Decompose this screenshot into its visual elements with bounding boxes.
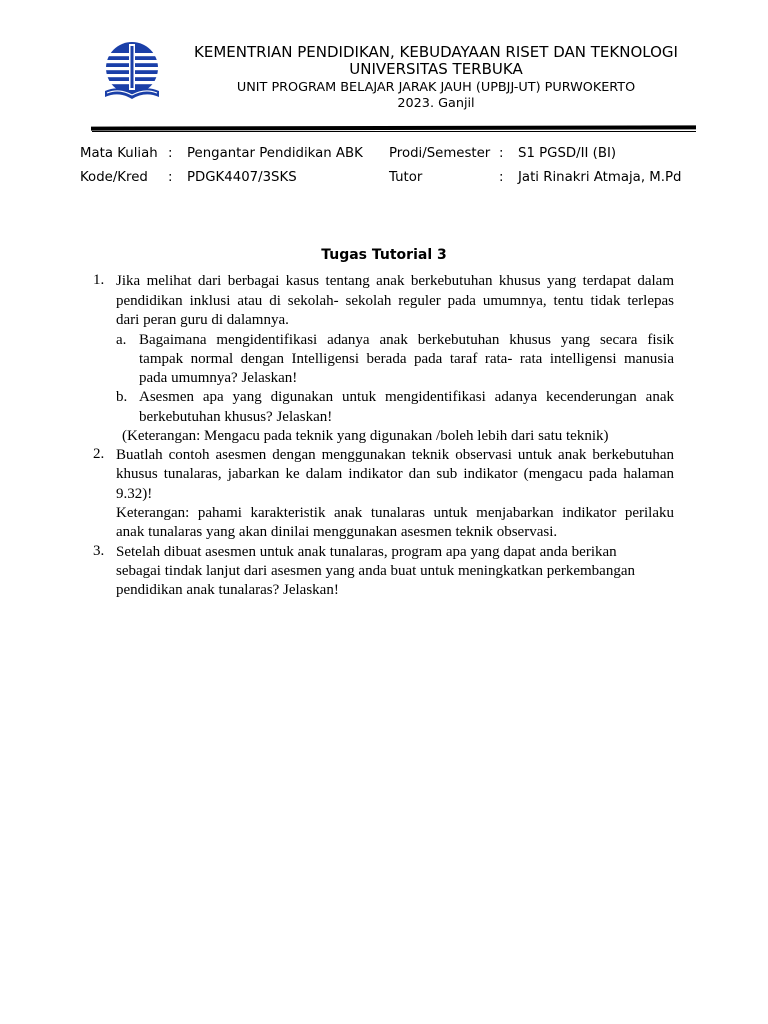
question-1b-line: Asesmen apa yang digunakan untuk mengidentifikasi adanya kecenderungan anak [139,389,674,405]
question-1-note: (Keterangan: Mengacu pada teknik yang digunakan /boleh lebih dari satu teknik) [122,428,609,444]
question-1-line: dari peran guru di dalamnya. [116,312,289,328]
header-period: 2023. Ganjil [397,96,475,111]
prodi-label: Prodi/Semester [389,146,491,161]
header-unit: UNIT PROGRAM BELAJAR JARAK JAUH (UPBJJ-UT) PURWOKERTO [236,80,636,95]
mata-kuliah-label: Mata Kuliah [80,146,158,161]
header-divider-thick [91,125,696,130]
page-title: Tugas Tutorial 3 [321,247,447,263]
question-2-line: Buatlah contoh asesmen dengan menggunakan teknik observasi untuk anak berkebutuhan [116,447,674,463]
university-logo-icon [101,41,163,103]
question-2-line: anak tunalaras yang akan dinilai menggunakan asesmen teknik observasi. [116,524,558,540]
question-3-number: 3. [93,543,105,559]
question-1a-marker: a. [116,332,127,348]
question-2-number: 2. [93,446,105,462]
tutor-label: Tutor [389,170,423,185]
colon: : [168,170,173,185]
question-3-line: pendidikan anak tunalaras? Jelaskan! [116,582,339,598]
question-1a-line: tampak normal dengan Intelligensi berada pada taraf rata- rata intelligensi manusia [139,351,674,367]
colon: : [168,146,173,161]
question-1-number: 1. [93,272,105,288]
kode-value: PDGK4407/3SKS [187,170,297,185]
colon: : [499,170,504,185]
kode-label: Kode/Kred [80,170,148,185]
question-2-line: khusus tunalaras, jabarkan ke dalam indikator dan sub indikator (mengacu pada halaman [116,466,674,482]
tutor-value: Jati Rinakri Atmaja, M.Pd [518,170,682,185]
header-university: UNIVERSITAS TERBUKA [349,60,523,78]
header-ministry: KEMENTRIAN PENDIDIKAN, KEBUDAYAAN RISET DAN TEKNOLOGI [194,43,678,61]
question-1a-line: pada umumnya? Jelaskan! [139,370,298,386]
question-3-line: Setelah dibuat asesmen untuk anak tunalaras, program apa yang dapat anda berikan [116,544,617,560]
mata-kuliah-value: Pengantar Pendidikan ABK [187,146,363,161]
header-divider-thin [92,131,696,132]
prodi-value: S1 PGSD/II (BI) [518,146,617,161]
question-1b-line: berkebutuhan khusus? Jelaskan! [139,409,333,425]
question-2-line: 9.32)! [116,486,153,502]
colon: : [499,146,504,161]
question-3-line: sebagai tindak lanjut dari asesmen yang anda buat untuk meningkatkan perkembangan [116,563,636,579]
question-1-line: pendidikan inklusi atau di sekolah- sekolah reguler pada umumnya, tentu tidak terlepas [116,293,674,309]
question-2-line: Keterangan: pahami karakteristik anak tunalaras untuk menjabarkan indikator perilaku [116,505,674,521]
question-1b-marker: b. [116,389,128,405]
question-1-line: Jika melihat dari berbagai kasus tentang anak berkebutuhan khusus yang terdapat dalam [116,273,674,289]
question-1a-line: Bagaimana mengidentifikasi adanya anak berkebutuhan khusus yang secara fisik [139,332,674,348]
